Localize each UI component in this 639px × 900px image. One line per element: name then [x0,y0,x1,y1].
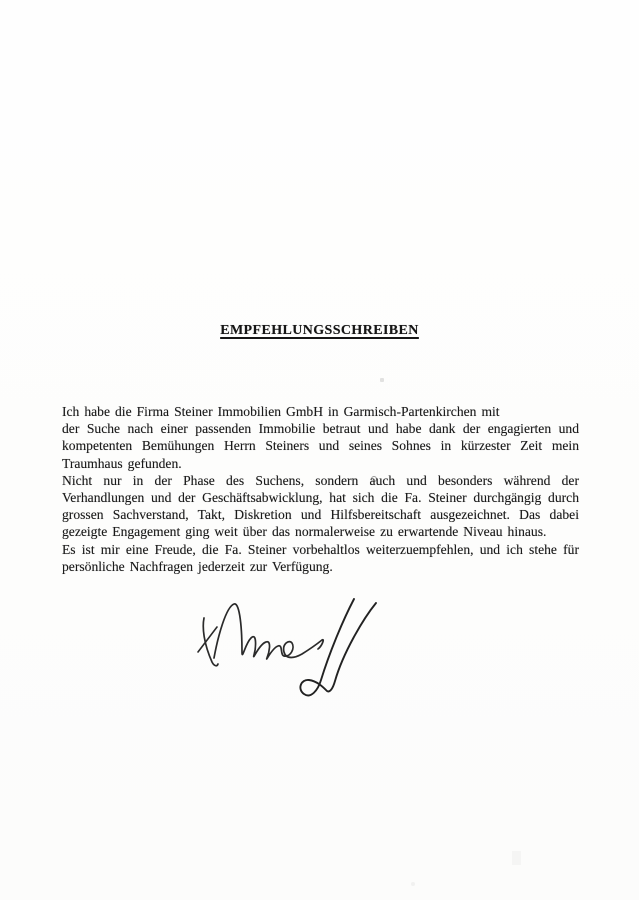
paragraph-1 [62,403,579,472]
scan-artifact-speck [411,882,415,886]
signature-strokes [190,592,402,706]
scan-artifact-speck [380,378,384,382]
paragraph-1-rest: der Suche nach einer passenden Immobilie betraut und habe dank der engagierten und kompetenten Bemühungen Herrn Steiners und seines Sohnes in kürzester Zeit mein Traumhaus gefunden. [62,421,579,471]
paragraph-2: Nicht nur in der Phase des Suchens, sondern auch und besonders während der Verhandlungen und der Geschäftsabwicklung, hat sich die Fa. Steiner durchgängig durch grossen Sachverstand, Takt, Diskretion und Hilfsbereitschaft ausgezeichnet. Das dabei gezeigte Engagement ging weit über das normalerweise zu erwartende Niveau hinaus. [62,472,579,540]
paragraph-3: Es ist mir eine Freude, die Fa. Steiner vorbehaltlos weiterzuempfehlen, und ich stehe für persönliche Nachfragen jederzeit zur Verfügung. [62,541,579,574]
document-body [62,403,579,575]
document-title: EMPFEHLUNGSSCHREIBEN [220,323,419,338]
paragraph-1-line-1: Ich habe die Firma Steiner Immobilien GmbH in Garmisch-Partenkirchen mit [62,404,500,419]
signature-handwriting [190,592,402,706]
scan-artifact-speck [512,851,521,865]
